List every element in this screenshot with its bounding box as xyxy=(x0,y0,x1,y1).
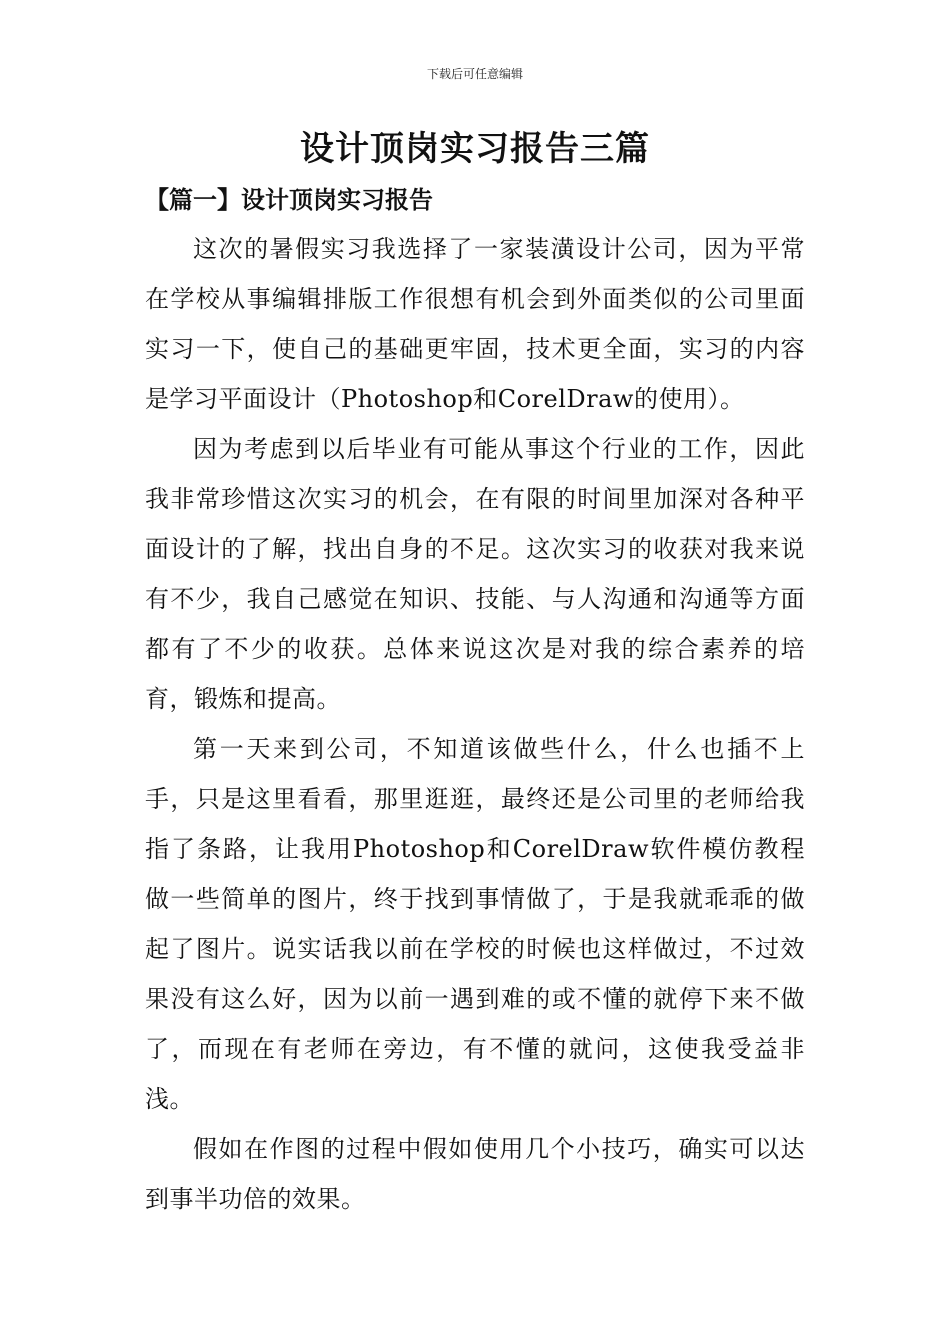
paragraph-1: 这次的暑假实习我选择了一家装潢设计公司，因为平常在学校从事编辑排版工作很想有机会到外面类似的公司里面实习一下，使自己的基础更牢固，技术更全面，实习的内容是学习平面设计（Photoshop和CorelDraw的使用）。 xyxy=(145,235,805,413)
document-title: 设计顶岗实习报告三篇 xyxy=(300,129,650,169)
paragraph-2: 因为考虑到以后毕业有可能从事这个行业的工作，因此我非常珍惜这次实习的机会，在有限的时间里加深对各种平面设计的了解，找出自身的不足。这次实习的收获对我来说有不少，我自己感觉在知识、技能、与人沟通和沟通等方面都有了不少的收获。总体来说这次是对我的综合素养的培育，锻炼和提高。 xyxy=(145,435,805,713)
document-body xyxy=(145,224,805,1224)
paragraph-3: 第一天来到公司，不知道该做些什么，什么也插不上手，只是这里看看，那里逛逛，最终还是公司里的老师给我指了条路，让我用Photoshop和CorelDraw软件模仿教程做一些简单的图片，终于找到事情做了，于是我就乖乖的做起了图片。说实话我以前在学校的时候也这样做过，不过效果没有这么好，因为以前一遇到难的或不懂的就停下来不做了，而现在有老师在旁边，有不懂的就问，这使我受益非浅。 xyxy=(145,735,805,1113)
paragraph-4: 假如在作图的过程中假如使用几个小技巧，确实可以达到事半功倍的效果。 xyxy=(145,1135,805,1213)
header-note: 下载后可任意编辑 xyxy=(426,67,523,81)
section-heading: 【篇一】设计顶岗实习报告 xyxy=(145,185,433,214)
